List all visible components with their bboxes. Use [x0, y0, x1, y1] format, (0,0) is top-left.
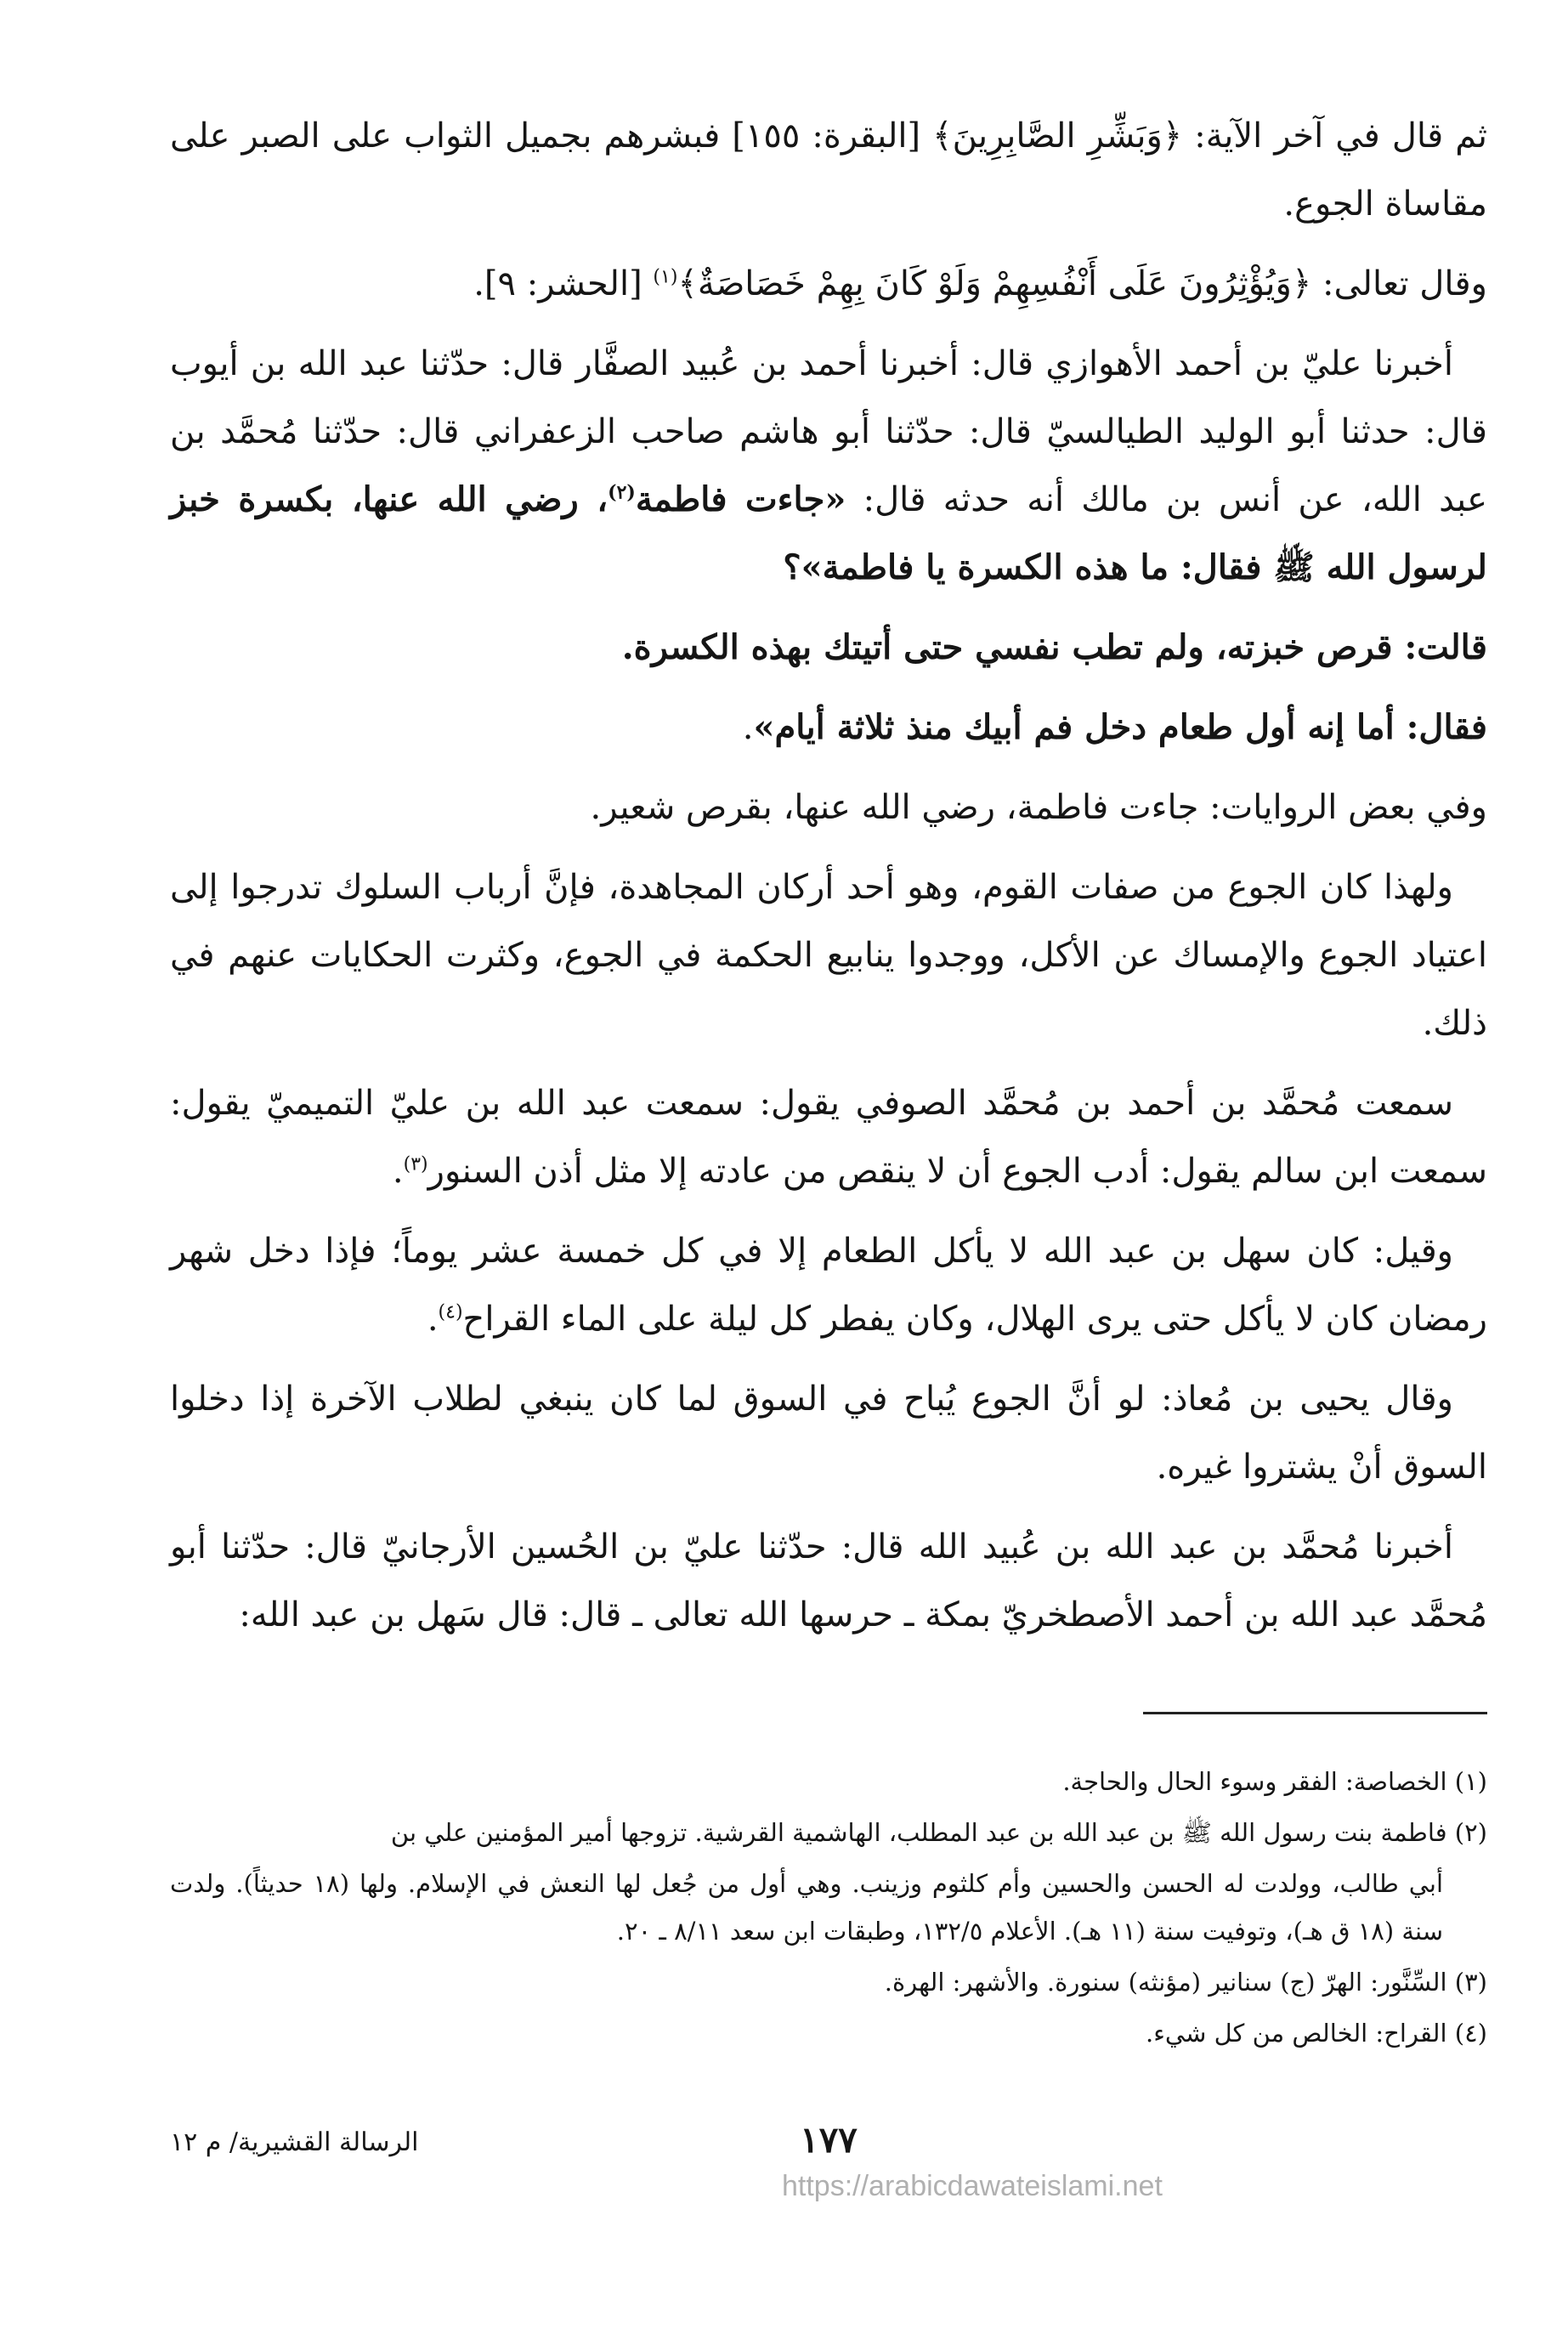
hadith-text: «جاءت فاطمة: [635, 479, 846, 519]
footnote-ref: (٣): [403, 1153, 428, 1175]
hadith-text: ، رضي الله عنها، بكسرة خبز لرسول الله ﷺ فقال: ما هذه الكسرة يا فاطمة»؟: [170, 479, 1487, 587]
paragraph: [170, 614, 1487, 682]
footnote-divider: [1143, 1712, 1487, 1714]
book-reference: الرسالة القشيرية/ م ١٢: [170, 2127, 419, 2157]
hadith-text: قالت: قرص خبزته، ولم تطب نفسي حتى أتيتك بهذه الكسرة.: [621, 627, 1487, 667]
paragraph: سمعت مُحمَّد بن أحمد بن مُحمَّد الصوفي يقول: سمعت عبد الله بن عليّ التميميّ يقول: سمعت ابن سالم يقول: أدب الجوع أن لا ينقص من عادته إلا مثل أذن السنور$^{(٣)}$.: [170, 1084, 1487, 1191]
paragraph: ثم قال في آخر الآية: ﴿وَبَشِّرِ الصَّابِرِينَ﴾ [البقرة: ١٥٥] فبشرهم بجميل الثواب على الصبر على مقاساة الجوع.: [170, 116, 1488, 224]
footnote-ref: (٢): [608, 481, 636, 504]
watermark-url: https://arabicdawateislami.net: [782, 2170, 1163, 2202]
paragraph: فقال: أما إنه أول طعام دخل فم أبيك منذ ثلاثة أيام».: [742, 707, 1487, 747]
footnote-ref: (١): [653, 266, 678, 288]
page-number: ١٧٧: [800, 2119, 858, 2161]
footnote-ref: (٤): [438, 1301, 463, 1323]
footnotes: [170, 1758, 1487, 2060]
paragraph: وقال يحيى بن مُعاذ: لو أنَّ الجوع يُباح في السوق لما كان ينبغي لطلاب الآخرة إذا دخلوا السوق أنْ يشتروا غيره.: [170, 1379, 1487, 1487]
paragraph: ولهذا كان الجوع من صفات القوم، وهو أحد أركان المجاهدة، فإنَّ أرباب السلوك تدرجوا إلى اعتياد الجوع والإمساك عن الأكل، ووجدوا ينابيع الحكمة في الجوع، وكثرت الحكايات عنهم في ذلك.: [170, 868, 1487, 1043]
paragraph: وفي بعض الروايات: جاءت فاطمة، رضي الله عنها، بقرص شعير.: [590, 788, 1487, 827]
footnote: (٢) فاطمة بنت رسول الله ﷺ بن عبد الله بن عبد المطلب، الهاشمية القرشية. تزوجها أمير المؤمنين علي بن: [390, 1818, 1487, 1847]
paragraph: أخبرنا مُحمَّد بن عبد الله بن عُبيد الله قال: حدّثنا عليّ بن الحُسين الأرجانيّ قال: حدّثنا أبو مُحمَّد عبد الله بن أحمد الأصطخريّ بمكة ـ حرسها الله تعالى ـ قال: قال سَهل بن عبد الله:: [170, 1527, 1487, 1634]
footnote-continuation: أبي طالب، وولدت له الحسن والحسين وأم كلثوم وزينب. وهي أول من جُعل لها النعش في الإسلام. ولها (١٨ حديثاً). ولدت سنة (١٨ ق هـ)، وتوفيت سنة (١١ هـ). الأعلام ١٣٢/٥، وطبقات ابن سعد ٨/١١ ـ ٢٠.: [170, 1869, 1444, 1946]
paragraph: وقال تعالى: ﴿وَيُؤْثِرُونَ عَلَى أَنْفُسِهِمْ وَلَوْ كَانَ بِهِمْ خَصَاصَةٌ﴾$^{(١)}$ [الحشر: ٩].: [473, 264, 1487, 303]
main-text: [170, 102, 1487, 1661]
footnote: (٤) القراح: الخالص من كل شيء.: [1146, 2019, 1487, 2048]
paragraph: أخبرنا عليّ بن أحمد الأهوازي قال: أخبرنا أحمد بن عُبيد الصفَّار قال: حدّثنا عبد الله بن أيوب قال: حدثنا أبو الوليد الطيالسيّ قال: حدّثنا أبو هاشم صاحب الزعفراني قال: حدّثنا مُحمَّد بن عبد الله، عن أنس بن مالك أنه حدثه قال: «جاءت فاطمة$^{(٢)}$، رضي الله عنها، بكسرة خبز لرسول الله ﷺ فقال: ما هذه الكسرة يا فاطمة»؟: [170, 344, 1487, 587]
hadith-text: فقال: أما إنه أول طعام دخل فم أبيك منذ ثلاثة أيام»: [753, 707, 1487, 747]
footnote: (٣) السِّنَّور: الهرّ (ج) سنانير (مؤنثه) سنورة. والأشهر: الهرة.: [884, 1968, 1487, 1997]
paragraph: وقيل: كان سهل بن عبد الله لا يأكل الطعام إلا في كل خمسة عشر يوماً؛ فإذا دخل شهر رمضان كان لا يأكل حتى يرى الهلال، وكان يفطر كل ليلة على الماء القراح$^{(٤)}$.: [170, 1232, 1487, 1339]
quran-verse: وقال تعالى: ﴿وَيُؤْثِرُونَ عَلَى أَنْفُسِهِمْ وَلَوْ كَانَ بِهِمْ خَصَاصَةٌ﴾: [677, 264, 1487, 303]
footnote: (١) الخصاصة: الفقر وسوء الحال والحاجة.: [1062, 1767, 1487, 1796]
